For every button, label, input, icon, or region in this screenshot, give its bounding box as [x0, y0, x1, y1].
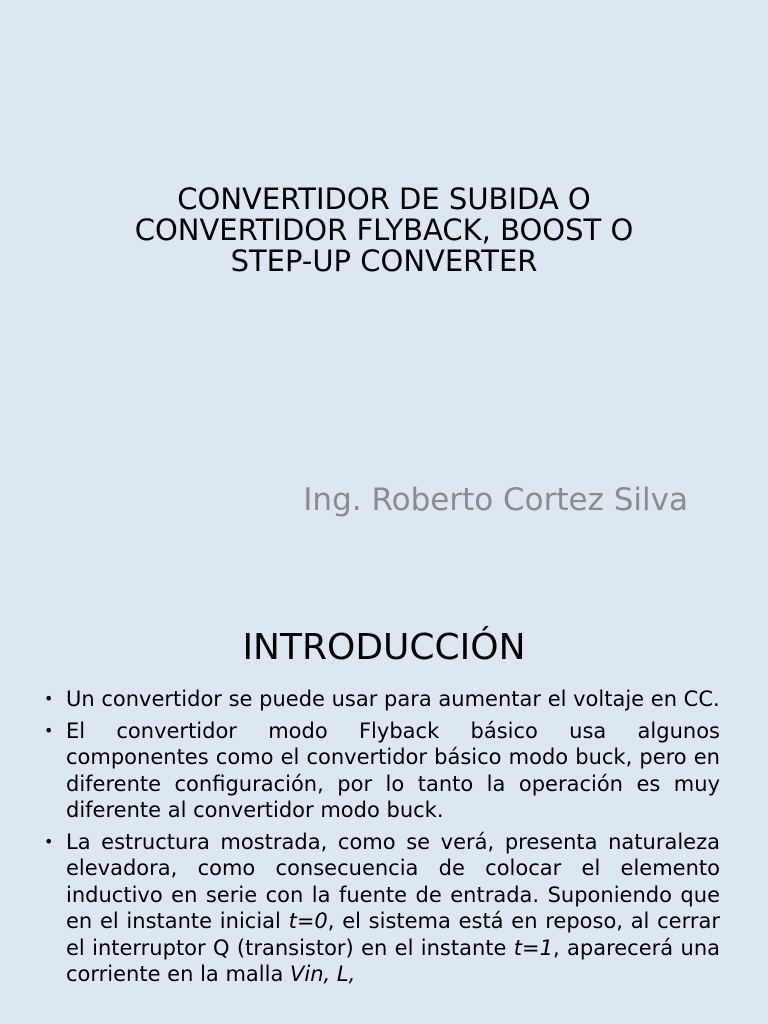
text-run: , aparecerá una corriente en la malla: [66, 935, 720, 986]
bullet-list: [44, 686, 720, 993]
bullet-icon: •: [44, 689, 54, 708]
title-line: CONVERTIDOR DE SUBIDA O: [177, 182, 591, 216]
separator: ,: [323, 962, 337, 986]
title-line: STEP-UP CONVERTER: [230, 244, 538, 278]
slide-title: [60, 184, 708, 277]
bullet-icon: •: [44, 831, 54, 851]
symbol-vin: Vin: [290, 962, 324, 986]
list-item: [44, 829, 720, 988]
math-t1: t=1: [513, 935, 553, 960]
bullet-text: El convertidor modo Flyback básico usa algunos componentes como el convertidor básico modo buck, pero en diferente configuración, por lo tanto la operación es muy diferente al convertidor modo buck.: [66, 718, 720, 822]
list-item: [44, 686, 720, 713]
symbol-l: L: [336, 962, 349, 986]
list-item: [44, 718, 720, 824]
bullet-text: [66, 830, 720, 987]
text-run: , el sistema está en reposo, al cerrar el interruptor Q (transistor) en el instante: [66, 909, 720, 960]
bullet-icon: •: [44, 720, 54, 740]
math-t0: t=0: [288, 909, 328, 933]
section-title: INTRODUCCIÓN: [242, 627, 526, 668]
title-line: CONVERTIDOR FLYBACK, BOOST O: [134, 213, 634, 247]
text-run: La estructura mostrada, como se verá, presenta naturaleza elevadora, como consecuencia de colocar el elemento inductivo en serie con la fuente de entrada. Suponiendo que en el instante inicial: [66, 829, 720, 933]
content-slide: [0, 600, 768, 1024]
author-name: Ing. Roberto Cortez Silva: [303, 482, 688, 518]
bullet-text: Un convertidor se puede usar para aumentar el voltaje en CC.: [66, 687, 720, 711]
trailing-comma: ,: [348, 962, 356, 986]
